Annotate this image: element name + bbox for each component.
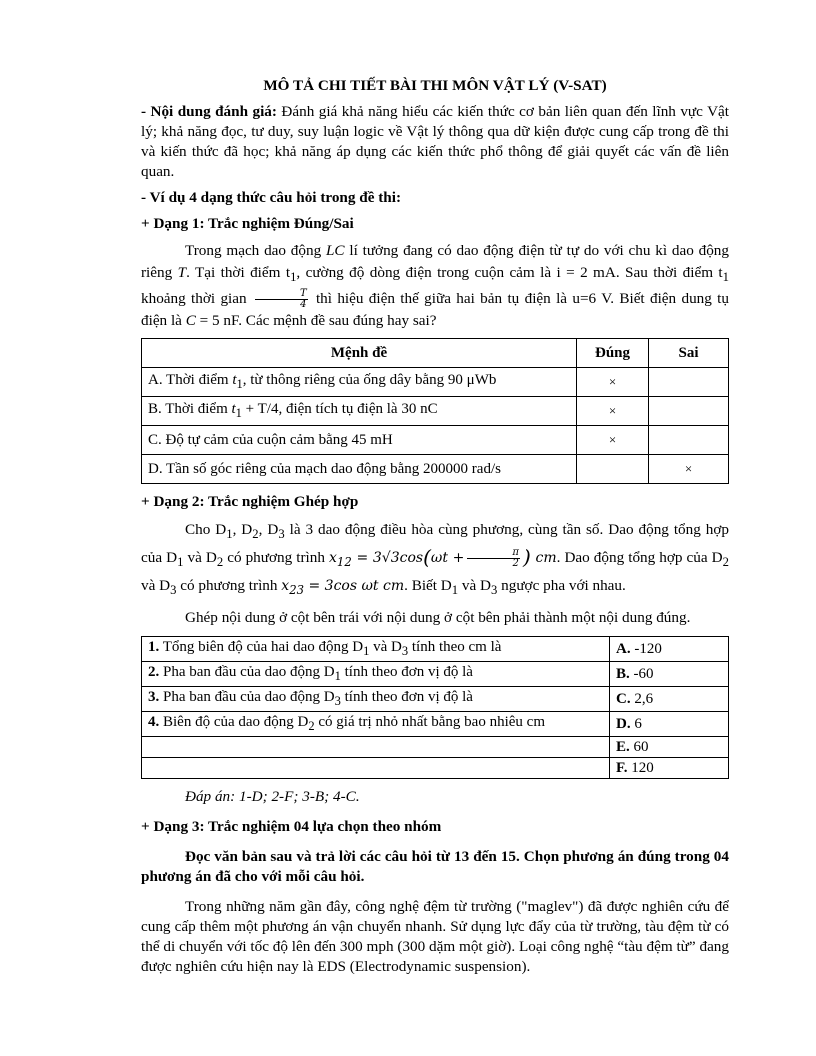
type2-instruction: Ghép nội dung ở cột bên trái với nội dung ở cột bên phải thành một nội dung đúng.	[185, 609, 691, 627]
type2-sub: 2	[252, 527, 259, 542]
item-sub: 3	[334, 694, 341, 709]
type1-paragraph	[141, 240, 729, 332]
type1-text: = 5 nF. Các mệnh đề sau đúng hay sai?	[195, 312, 437, 330]
option-value: 60	[629, 739, 649, 756]
equation-x12	[329, 545, 557, 570]
matching-table	[141, 636, 729, 779]
table-row	[142, 737, 729, 758]
item-number: 3.	[148, 689, 160, 706]
type2-text: và D	[183, 549, 217, 567]
fraction-numerator: π	[467, 548, 520, 559]
statement-text: B. Thời điểm	[148, 401, 232, 418]
statement-text: , từ thông riêng của ống dây bằng 90 μWb	[242, 372, 497, 389]
statement-cell	[142, 368, 577, 397]
item-sub: 1	[334, 669, 341, 684]
type1-text: Trong mạch dao động	[185, 242, 326, 259]
type2-text: ngược pha với nhau.	[497, 577, 626, 595]
item-text: Biên độ của dao động D	[159, 714, 309, 731]
left-item	[142, 637, 610, 662]
eq-text: cm	[530, 550, 557, 567]
item-number: 4.	[148, 714, 160, 731]
type1-text: lí tưởng đang có dao động điện từ tự do với chu kì dao động riêng	[141, 242, 729, 281]
option-letter: F.	[616, 760, 628, 777]
item-text: tính theo đơn vị độ là	[340, 689, 473, 706]
type3-instruction: Đọc văn bản sau và trả lời các câu hỏi từ 13 đến 15. Chọn phương án đúng trong 04 phương án đã cho với mỗi câu hỏi.	[141, 848, 729, 886]
table-row	[142, 397, 729, 426]
left-item	[142, 687, 610, 712]
right-item	[610, 687, 729, 712]
type1-text: thì hiệu điện thế giữa hai bản tụ điện là u=6 V. Biết điện dung tụ điện là	[141, 290, 729, 330]
statement-var: t	[232, 372, 237, 389]
table-row	[142, 455, 729, 484]
item-text: tính theo đơn vị độ là	[340, 664, 473, 681]
item-sub: 1	[363, 644, 370, 659]
eq-sub: 23	[289, 582, 305, 597]
fraction-denominator: 2	[512, 557, 519, 569]
item-text: Pha ban đầu của dao động D	[159, 689, 335, 706]
false-mark	[649, 368, 729, 397]
statement-cell: D. Tần số góc riêng của mạch dao động bằng 200000 rad/s	[142, 455, 577, 484]
option-value: 120	[627, 760, 654, 777]
type3-passage: Trong những năm gần đây, công nghệ đệm từ trường ("maglev") đã được nghiên cứu để cung cấp thêm một phương án vận chuyển nhanh. Sử dụng lực đẩy của từ trường, tàu đệm từ có thể di chuyển với tốc độ lên đến 300 mph (300 dặm một giờ). Loại công nghệ “tàu đệm từ” đang được nghiên cứu hiện nay là EDS (Electrodynamic suspension).	[141, 898, 729, 976]
type1-text: khoảng thời gian	[141, 290, 252, 308]
option-value: -60	[629, 666, 654, 683]
option-value: 6	[630, 716, 642, 733]
option-value: 2,6	[630, 691, 654, 708]
item-text: Pha ban đầu của dao động D	[159, 664, 335, 681]
assessment-content-text: Đánh giá khả năng hiểu các kiến thức cơ bản liên quan đến lĩnh vực Vật lý; khả năng đọc, tư duy, suy luận logic về Vật lý thông qua dữ kiện được cung cấp trong đề thi và kiến thức đã học; khả năng áp dụng các kiến thức phổ thông để giải quyết các vấn đề liên quan.	[141, 103, 730, 180]
item-number: 1.	[148, 639, 160, 656]
type2-text: Cho D	[185, 521, 227, 539]
right-item	[610, 637, 729, 662]
option-letter: D.	[616, 716, 631, 733]
type2-text: , D	[258, 521, 279, 539]
false-mark	[649, 397, 729, 426]
type2-sub: 1	[451, 583, 459, 598]
header-true: Đúng	[577, 339, 649, 368]
option-letter: B.	[616, 666, 630, 683]
type2-text: . Biết D	[404, 577, 452, 595]
statement-text: A. Thời điểm	[148, 372, 233, 389]
right-item	[610, 712, 729, 737]
option-letter: A.	[616, 641, 631, 658]
true-mark: ×	[577, 397, 649, 426]
item-text: và D	[369, 639, 402, 656]
item-number: 2.	[148, 664, 160, 681]
type1-text: , cường độ dòng điện trong cuộn cảm là i = 2 mA. Sau thời điểm t	[296, 264, 723, 281]
left-item-empty	[142, 737, 610, 758]
examples-heading: - Ví dụ 4 dạng thức câu hỏi trong đề thi:	[141, 189, 402, 206]
type2-text: và D	[458, 577, 492, 595]
type2-sub: 2	[216, 555, 224, 570]
false-mark: ×	[649, 455, 729, 484]
option-letter: E.	[616, 739, 630, 756]
type1-var-lc: LC	[325, 242, 345, 259]
table-row	[142, 426, 729, 455]
fraction-t-over-4	[255, 289, 308, 310]
header-false: Sai	[649, 339, 729, 368]
item-text: tính theo cm là	[408, 639, 502, 656]
item-text: Tổng biên độ của hai dao động D	[159, 639, 364, 656]
type2-sub: 3	[491, 583, 498, 598]
type2-sub: 3	[170, 583, 177, 598]
document-page	[141, 76, 729, 977]
statement-sub: 1	[235, 406, 242, 421]
equation-x23	[281, 578, 405, 597]
paren-close: )	[522, 545, 531, 570]
right-item	[610, 737, 729, 758]
table-row	[142, 637, 729, 662]
type1-sub: 1	[722, 270, 729, 285]
table-header-row	[142, 339, 729, 368]
left-item	[142, 712, 610, 737]
statement-text: + T/4, điện tích tụ điện là 30 nC	[241, 401, 438, 418]
type2-text: , D	[232, 521, 253, 539]
fraction-numerator: T	[255, 289, 308, 300]
false-mark	[649, 426, 729, 455]
table-row	[142, 687, 729, 712]
type1-var-c: C	[185, 312, 196, 330]
header-statement: Mệnh đề	[142, 339, 577, 368]
assessment-content-label: - Nội dung đánh giá:	[141, 103, 277, 120]
type1-text: . Tại thời điểm t	[186, 264, 291, 281]
option-value: -120	[630, 641, 662, 658]
table-row	[142, 368, 729, 397]
left-item-empty	[142, 758, 610, 779]
type1-var-t: T	[177, 264, 187, 281]
eq-sub: 12	[336, 554, 352, 569]
eq-text: = 3√3cos	[351, 550, 424, 567]
assessment-content-paragraph	[141, 102, 729, 182]
item-sub: 3	[401, 644, 409, 659]
type2-text: là 3 dao động điều hòa cùng phương, cùng tần số. Dao động tổng hợp của D	[141, 521, 730, 567]
table-row	[142, 662, 729, 687]
type1-sub: 1	[290, 270, 297, 285]
statement-var: t	[231, 401, 236, 418]
right-item	[610, 758, 729, 779]
eq-var: x	[329, 550, 337, 567]
type2-answer: Đáp án: 1-D; 2-F; 3-B; 4-C.	[185, 788, 360, 806]
right-item	[610, 662, 729, 687]
eq-text: ωt +	[430, 550, 465, 567]
item-text: có giá trị nhỏ nhất bằng bao nhiêu cm	[314, 714, 545, 731]
true-mark: ×	[577, 368, 649, 397]
eq-text: = 3cos ωt cm	[304, 578, 405, 595]
statement-cell	[142, 397, 577, 426]
true-false-table	[141, 338, 729, 484]
paren-open: (	[423, 545, 431, 570]
type3-heading: + Dạng 3: Trắc nghiệm 04 lựa chọn theo nhóm	[141, 818, 442, 836]
option-letter: C.	[616, 691, 631, 708]
type2-text: và D	[141, 577, 171, 595]
fraction-denominator: 4	[300, 299, 307, 311]
type2-text: . Dao động tổng hợp của D	[556, 549, 723, 567]
type2-sub: 3	[278, 527, 285, 542]
type2-text: có phương trình	[176, 577, 282, 595]
type1-heading: + Dạng 1: Trắc nghiệm Đúng/Sai	[141, 215, 354, 232]
statement-cell: C. Độ tự cảm của cuộn cảm bằng 45 mH	[142, 426, 577, 455]
type2-heading: + Dạng 2: Trắc nghiệm Ghép hợp	[141, 493, 359, 511]
eq-var: x	[281, 578, 290, 595]
type2-sub: 1	[226, 527, 233, 542]
type2-sub: 1	[177, 555, 184, 570]
document-title: MÔ TẢ CHI TIẾT BÀI THI MÔN VẬT LÝ (V-SAT)	[263, 77, 607, 94]
statement-sub: 1	[236, 377, 243, 392]
item-sub: 2	[308, 719, 315, 734]
type2-text: có phương trình	[223, 549, 330, 567]
left-item	[142, 662, 610, 687]
fraction-pi-over-2	[467, 548, 520, 569]
type2-sub: 2	[722, 555, 729, 570]
table-row	[142, 712, 729, 737]
table-row	[142, 758, 729, 779]
type2-paragraph	[141, 518, 729, 602]
true-mark: ×	[577, 426, 649, 455]
true-mark	[577, 455, 649, 484]
